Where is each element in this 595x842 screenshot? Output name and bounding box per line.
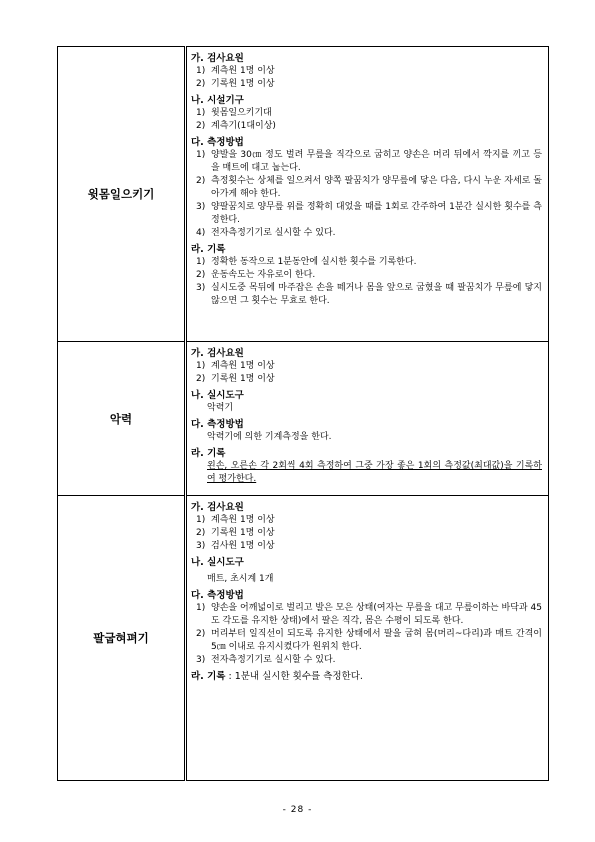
section-title: 라. 기록 bbox=[191, 448, 226, 459]
section-title: 라. 기록 bbox=[191, 671, 226, 682]
list-item: 1) 양손을 어깨넓이로 벌리고 발은 모은 상태(여자는 무릎을 대고 무릎이하는 바닥과 45도 각도를 유지한 상태)에서 팔은 직각, 몸은 수평이 되도록 한다. bbox=[196, 603, 542, 626]
row-content bbox=[186, 342, 549, 496]
section-text: 악력기 bbox=[207, 403, 234, 413]
section-text: : 1분내 실시한 횟수를 측정한다. bbox=[225, 671, 363, 682]
row-content bbox=[186, 47, 549, 342]
section-text: 악력기에 의한 기계측정을 한다. bbox=[207, 432, 332, 442]
list-item: 1) 양발을 30㎝ 정도 벌려 무릎을 직각으로 굽히고 양손은 머리 뒤에서 깍지를 끼고 등을 매트에 대고 눕는다. bbox=[196, 150, 542, 173]
page-number: - 28 - bbox=[282, 805, 313, 815]
list-item: 1) 계측원 1명 이상 bbox=[196, 361, 275, 371]
procedure-table bbox=[57, 46, 549, 781]
list-item: 3) 양팔꿈치로 양무릎 위를 정확히 대었을 때를 1회로 간주하여 1분간 실시한 횟수를 측정한다. bbox=[196, 202, 542, 225]
section-title: 다. 측정방법 bbox=[191, 419, 244, 430]
record-line bbox=[191, 670, 542, 683]
section-title: 라. 기록 bbox=[191, 244, 226, 255]
section-text: 왼손, 오른손 각 2회씩 4회 측정하여 그중 가장 좋은 1회의 측정값(최대값)을 기록하여 평가한다. bbox=[207, 461, 542, 484]
row-label: 악력 bbox=[58, 342, 186, 496]
list-item: 1) 정확한 동작으로 1분동안에 실시한 횟수를 기록한다. bbox=[196, 257, 417, 267]
section-title: 다. 측정방법 bbox=[191, 137, 244, 148]
table-row-situps bbox=[58, 47, 549, 342]
list-item: 1) 계측원 1명 이상 bbox=[196, 515, 275, 525]
list-item: 3) 실시도중 목뒤에 마주잡은 손을 떼거나 몸을 앞으로 굽혔을 때 팔꿈치가 무릎에 닿지 않으면 그 횟수는 무효로 한다. bbox=[196, 283, 542, 306]
table-row-pushups bbox=[58, 496, 549, 781]
list-item: 2) 기록원 1명 이상 bbox=[196, 79, 275, 89]
section-title: 나. 실시도구 bbox=[191, 557, 244, 568]
list-item: 2) 머리부터 일직선이 되도록 유지한 상태에서 팔을 굽혀 몸(머리~다리)과 매트 간격이 5㎝ 이내로 유지시켰다가 원위치 한다. bbox=[196, 629, 542, 652]
section-title: 가. 검사요원 bbox=[191, 53, 244, 64]
section-title: 나. 실시도구 bbox=[191, 390, 244, 401]
row-label: 팔굽혀펴기 bbox=[58, 496, 186, 781]
list-item: 3) 전자측정기기로 실시할 수 있다. bbox=[196, 655, 336, 665]
list-item: 4) 전자측정기기로 실시할 수 있다. bbox=[196, 228, 336, 238]
list-item: 2) 기록원 1명 이상 bbox=[196, 528, 275, 538]
section-title: 가. 검사요원 bbox=[191, 502, 244, 513]
row-content bbox=[186, 496, 549, 781]
list-item: 2) 측정횟수는 상체를 일으켜서 양쪽 팔꿈치가 양무릎에 닿은 다음, 다시 누운 자세로 돌아가게 해야 한다. bbox=[196, 176, 542, 199]
section-title: 다. 측정방법 bbox=[191, 590, 244, 601]
list-item: 2) 기록원 1명 이상 bbox=[196, 374, 275, 384]
list-item: 1) 윗몸일으키기대 bbox=[196, 108, 272, 118]
list-item: 3) 검사원 1명 이상 bbox=[196, 541, 275, 551]
section-title: 나. 시설기구 bbox=[191, 95, 244, 106]
row-label: 윗몸일으키기 bbox=[58, 47, 186, 342]
list-item: 2) 계측기(1대이상) bbox=[196, 121, 276, 131]
table-row-grip bbox=[58, 342, 549, 496]
list-item: 1) 계측원 1명 이상 bbox=[196, 66, 275, 76]
section-title: 가. 검사요원 bbox=[191, 348, 244, 359]
list-item: 2) 운동속도는 자유로이 한다. bbox=[196, 270, 316, 280]
section-text: 매트, 초시계 1개 bbox=[207, 574, 274, 584]
